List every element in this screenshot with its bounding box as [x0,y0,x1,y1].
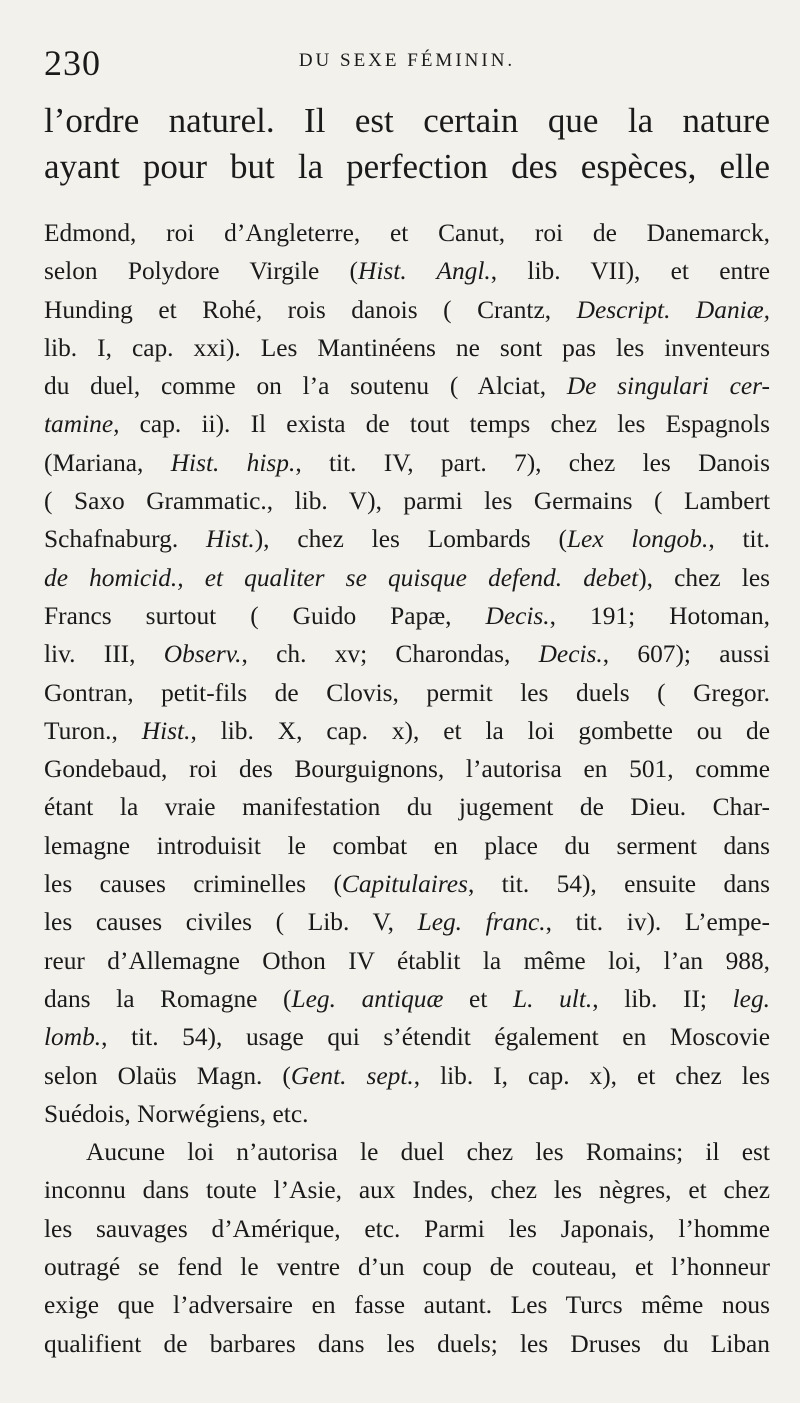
text-segment: selon Polydore Virgile ( [44,257,358,286]
text-segment: Schafnaburg. [44,525,207,554]
page-number: 230 [44,43,101,83]
text-segment: les sauvages d’Amérique, etc. Parmi les Japonais, l’homme [44,1214,770,1243]
italic-citation: tamine, [44,410,120,439]
italic-citation: Lex longob. [566,525,709,554]
text-segment: lib. I, cap. xxi). Les Mantinéens ne sont pas les inventeurs [44,333,770,362]
footnote-line [44,559,770,597]
italic-citation: Descript. Daniæ, [576,295,770,324]
footnote-line [44,750,770,788]
footnote-line [44,635,770,673]
italic-citation: Leg. franc. [417,908,546,937]
text-segment: Gontran, petit-fils de Clovis, permit les duels ( Gregor. [44,678,770,707]
footnote-line [44,942,770,980]
italic-citation: Observ. [163,640,242,669]
footnote-line [44,1248,770,1286]
footnote-line [44,367,770,405]
page-header [44,42,770,82]
italic-citation: Decis. [485,601,550,630]
footnote-line [44,520,770,558]
text-segment: lemagne introduisit le combat en place du serment dans [44,831,770,860]
italic-citation: Hist. [141,716,191,745]
text-segment: les causes civiles ( Lib. V, [44,908,418,937]
text-segment: exige que l’adversaire en fasse autant. Les Turcs même nous [44,1291,770,1320]
text-segment: et [443,984,514,1013]
text-segment: les causes criminelles ( [44,870,342,899]
main-text-line: ayant pour but la perfection des espèces, elle [44,147,770,186]
text-segment: , lib. VII), et entre [490,257,770,286]
text-segment: Hunding et Rohé, rois danois ( Crantz, [44,295,577,324]
footnote [44,214,770,1363]
footnote-line [44,405,770,443]
text-segment: , ch. xv; Charondas, [241,640,539,669]
footnote-line [44,597,770,635]
text-segment: Turon., [44,716,142,745]
italic-citation: lomb. [44,1023,102,1052]
text-segment: inconnu dans toute l’Asie, aux Indes, chez les nègres, et chez [44,1176,770,1205]
text-segment: Edmond, roi d’Angleterre, et Canut, roi de Danemarck, [44,219,770,247]
text-segment: étant la vraie manifestation du jugement de Dieu. Char- [44,793,770,822]
footnote-line [44,674,770,712]
text-segment: , lib. II; [592,984,733,1013]
main-text-line: l’ordre naturel. Il est certain que la nature [44,101,770,140]
text-segment: du duel, comme on l’a soutenu ( Alciat, [44,372,567,401]
footnote-line [44,444,770,482]
text-segment: , tit. 54), usage qui s’étendit également en Moscovie [101,1023,770,1052]
footnote-line [44,1133,770,1171]
text-segment: , 607); aussi [602,640,770,669]
footnote-line [44,827,770,865]
text-segment: Suédois, Norwégiens, etc. [44,1099,309,1128]
italic-citation: Gent. sept. [290,1061,414,1090]
italic-citation: De singulari cer- [566,372,770,401]
footnote-line [44,252,770,290]
footnote-line [44,329,770,367]
italic-citation: Hist. Angl. [358,257,491,286]
text-segment: selon Olaüs Magn. ( [44,1061,291,1090]
text-segment: qualifient de barbares dans les duels; les Druses du Liban [44,1329,770,1358]
text-segment: ( Saxo Grammatic., lib. V), parmi les Germains ( Lambert [44,487,770,516]
text-segment: ), chez les Lombards ( [254,525,567,554]
text-segment: liv. III, [44,640,164,669]
text-segment: , tit. [708,525,770,554]
text-segment: reur d’Allemagne Othon IV établit la même loi, l’an 988, [44,946,770,975]
footnote-line [44,1018,770,1056]
text-segment: , tit. 54), ensuite dans [467,870,770,899]
footnote-line [44,1210,770,1248]
italic-citation: de homicid., et qualiter se quisque defend. debet [44,563,639,592]
italic-citation: Decis. [538,640,603,669]
footnote-line [44,980,770,1018]
text-segment: , tit. IV, part. 7), chez les Danois [295,448,770,477]
italic-citation: L. ult. [513,984,593,1013]
footnote-line [44,1286,770,1324]
italic-citation: Hist. [206,525,255,554]
footnote-line [44,903,770,941]
running-head: DU SEXE FÉMININ. [298,50,516,71]
footnote-line [44,1057,770,1095]
text-segment: , lib. X, cap. x), et la loi gombette ou de [190,716,770,745]
text-segment: Francs surtout ( Guido Papæ, [44,601,486,630]
italic-citation: leg. [732,984,770,1013]
italic-citation: Leg. antiquæ [291,984,444,1013]
footnote-line [44,482,770,520]
text-segment: ), chez les [638,563,770,592]
footnote-line [44,788,770,826]
footnote-line [44,1325,770,1363]
text-segment: Aucune loi n’autorisa le duel chez les Romains; il est [86,1138,770,1167]
footnote-line [44,1095,770,1133]
italic-citation: Capitulaires [341,870,468,899]
text-segment: cap. ii). Il exista de tout temps chez les Espagnols [119,410,770,439]
text-segment: , 191; Hotoman, [549,601,770,630]
italic-citation: Hist. hisp. [170,448,296,477]
footnote-line [44,712,770,750]
footnote-line [44,214,770,252]
text-segment: Gondebaud, roi des Bourguignons, l’autorisa en 501, comme [44,755,770,784]
footnote-line [44,1171,770,1209]
text-segment: , tit. iv). L’empe- [545,908,770,937]
text-segment: outragé se fend le ventre d’un coup de couteau, et l’honneur [44,1253,770,1282]
footnote-line [44,291,770,329]
main-text [44,98,770,190]
text-segment: dans la Romagne ( [44,984,292,1013]
text-segment: (Mariana, [44,448,171,477]
text-segment: , lib. I, cap. x), et chez les [413,1061,770,1090]
footnote-line [44,865,770,903]
